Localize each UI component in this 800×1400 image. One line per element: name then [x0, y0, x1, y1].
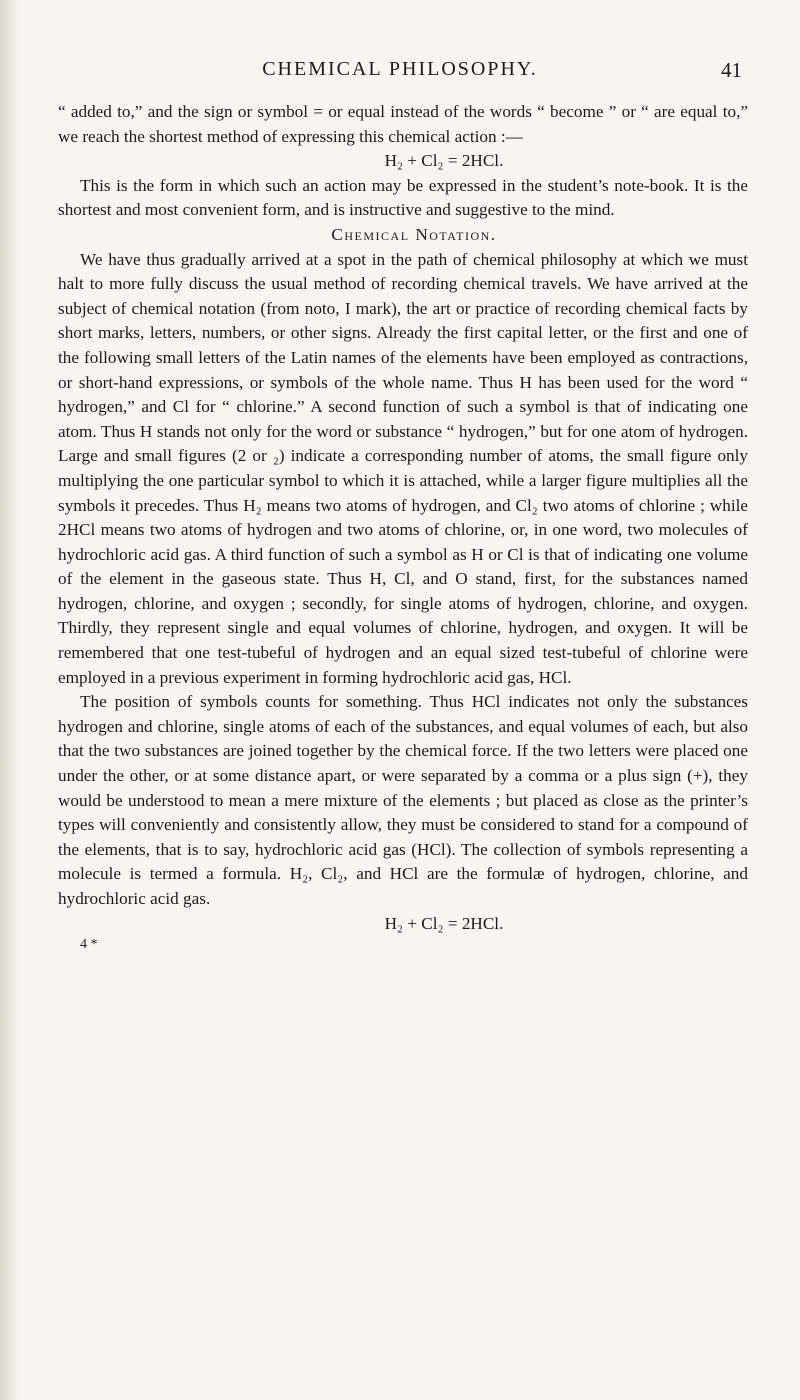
paragraph-position-of-symbols: The position of symbols counts for something. Thus HCl indicates not only the substances hydrogen and chlorine, single atoms of each of the substances, and equal volumes of each, but also that the two substances are joined together by the chemical force. If the two letters were placed one under the other, or at some distance apart, or were separated by a comma or a plus sign (+), they would be understood to mean a mere mixture of the elements ; but placed as close as the printer’s types will conveniently and consistently allow, they must be considered to stand for a compound of the elements, that is to say, hydrochloric acid gas (HCl). The collection of symbols representing a molecule is termed a formula. H₂, Cl₂, and HCl are the formulæ of hydrogen, chlorine, and hydrochloric acid gas. [58, 692, 748, 908]
running-head: CHEMICAL PHILOSOPHY. [262, 58, 538, 80]
page-body [58, 100, 748, 954]
paragraph-chemical-notation: We have thus gradually arrived at a spot in the path of chemical philosophy at which we must halt to more fully discuss the usual method of recording chemical travels. We have arrived at the subject of chemical notation (from noto, I mark), the art or practice of recording chemical facts by short marks, letters, numbers, or other signs. Already the first capital letter, or the first and one of the following small letters of the Latin names of the elements have been employed as contractions, or short-hand expressions, or symbols of the whole name. Thus H has been used for the word “ hydrogen,” and Cl for “ chlorine.” A second function of such a symbol is that of indicating one atom. Thus H stands not only for the word or substance “ hydrogen,” but for one atom of hydrogen. Large and small figures (2 or ₂) indicate a corresponding number of atoms, the small figure only multiplying the one particular symbol to which it is attached, while a larger figure multiplies all the symbols it precedes. Thus H₂ means two atoms of hydrogen, and Cl₂ two atoms of chlorine ; while 2HCl means two atoms of hydrogen and two atoms of chlorine, or, in one word, two molecules of hydrochloric acid gas. A third function of such a symbol as H or Cl is that of indicating one volume of the element in the gaseous state. Thus H, Cl, and O stand, first, for the substances named hydrogen, chlorine, and oxygen ; secondly, for single atoms of hydrogen, chlorine, and oxygen. Thirdly, they represent single and equal volumes of chlorine, hydrogen, and oxygen. It will be remembered that one test-tubeful of hydrogen and an equal sized test-tubeful of chlorine were employed in a previous experiment in forming hydrochloric acid gas, HCl. [58, 249, 748, 687]
section-heading: Chemical Notation. [331, 224, 497, 244]
paragraph-continuation: “ added to,” and the sign or symbol = or equal instead of the words “ become ” or “ are equal to,” we reach the shortest method of expressing this chemical action :— [58, 102, 748, 146]
paragraph-note-book: This is the form in which such an action may be expressed in the student’s note-book. It is the shortest and most convenient form, and is instructive and suggestive to the mind. [58, 175, 748, 220]
page-header [0, 58, 800, 88]
page-number: 41 [721, 58, 742, 82]
equation-2: H₂ + Cl₂ = 2HCl. [384, 913, 504, 933]
signature-mark: 4 * [80, 937, 98, 953]
equation-1: H₂ + Cl₂ = 2HCl. [384, 151, 504, 171]
binding-shadow [0, 0, 18, 1400]
